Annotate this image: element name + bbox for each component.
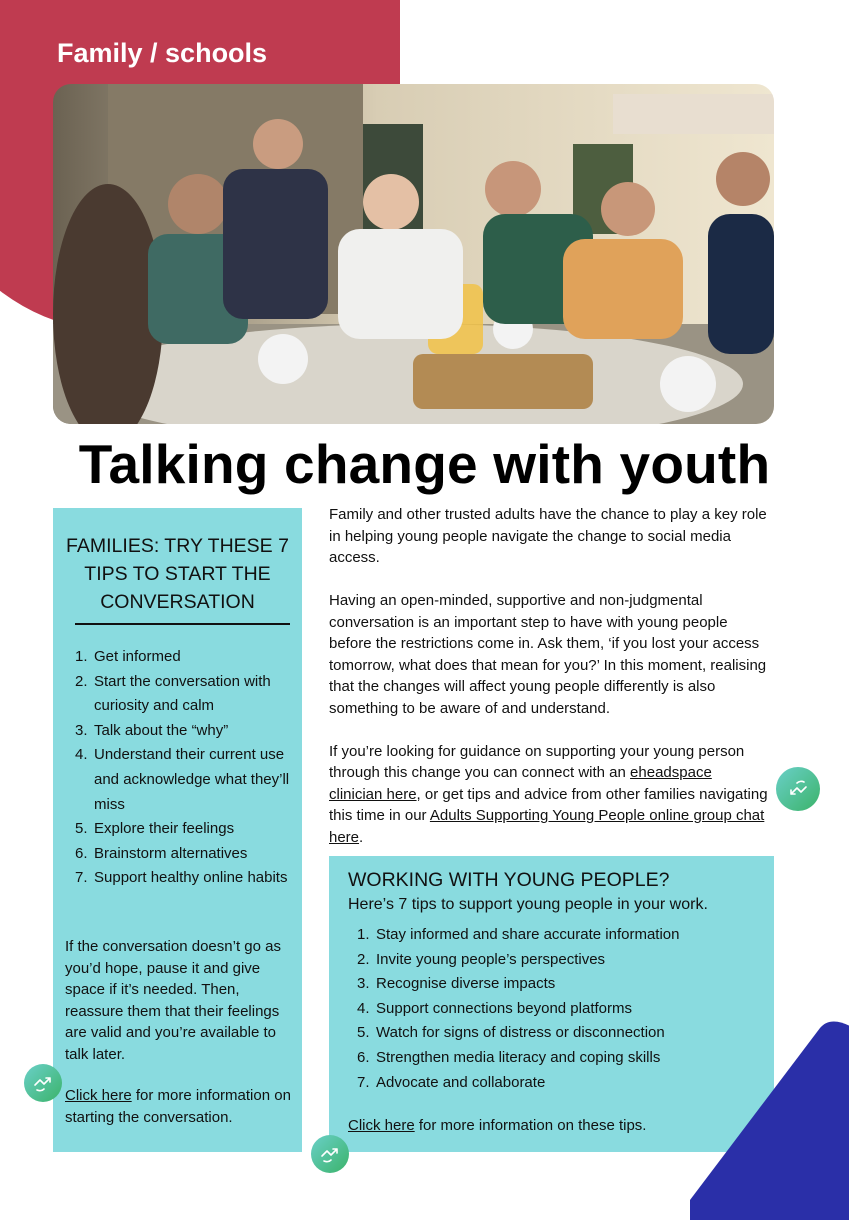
- workers-tips-heading: WORKING WITH YOUNG PEOPLE?: [348, 869, 670, 891]
- families-tips-list: [75, 645, 291, 891]
- list-item: 2. Start the conversation with curiosity and calm: [75, 672, 271, 715]
- section-title: Family / schools: [57, 38, 268, 68]
- families-tips-heading: FAMILIES: TRY THESE 7 TIPS TO START THE CONVERSATION: [66, 535, 289, 613]
- main-title: Talking change with youth: [78, 433, 771, 495]
- list-item: 6. Strengthen media literacy and coping skills: [357, 1048, 661, 1066]
- pointing-hand-icon: [24, 1064, 62, 1102]
- list-item: 1. Get informed: [75, 648, 181, 665]
- list-item: 7. Support healthy online habits: [75, 869, 288, 887]
- workers-more-info: Click here for more information on these tips.: [348, 1117, 647, 1134]
- pointing-hand-icon: [776, 767, 820, 811]
- eheadspace-link[interactable]: eheadspace clinician here: [329, 764, 712, 803]
- list-item: 5. Watch for signs of distress or disconnection: [357, 1024, 665, 1042]
- intro-paragraph-1: Family and other trusted adults have the chance to play a key role in helping young people navigate the change to social media access.: [329, 506, 767, 566]
- pointing-hand-icon: [311, 1135, 349, 1173]
- family-photo: [53, 84, 774, 424]
- workers-click-here-link[interactable]: Click here: [348, 1117, 415, 1134]
- list-item: 3. Talk about the “why”: [75, 721, 229, 739]
- intro-paragraph-2: Having an open-minded, supportive and non-judgmental conversation is an important step to have with young people before the restrictions come in. Ask them, ‘if you lost your access tomorrow, what does that mean for you?’ In this moment, realising that the changes will affect young people differently is also something to be aware of and understand.: [329, 592, 767, 717]
- families-tips-box: [53, 508, 302, 1152]
- list-item: 5. Explore their feelings: [75, 820, 235, 838]
- decorative-blue-shape: [690, 1020, 849, 1220]
- workers-tips-subheading: Here’s 7 tips to support young people in your work.: [348, 896, 708, 913]
- list-item: 4. Support connections beyond platforms: [357, 999, 632, 1017]
- list-item: 1. Stay informed and share accurate information: [357, 926, 680, 943]
- list-item: 3. Recognise diverse impacts: [357, 975, 556, 993]
- group-chat-link[interactable]: Adults Supporting Young People online group chat here: [329, 807, 765, 846]
- heading-divider: [75, 623, 290, 625]
- list-item: 4. Understand their current use and acknowledge what they’ll miss: [75, 746, 290, 813]
- families-click-here-link[interactable]: Click here: [65, 1087, 132, 1104]
- list-item: 7. Advocate and collaborate: [357, 1073, 546, 1091]
- intro-text: [329, 504, 769, 870]
- list-item: 2. Invite young people’s perspectives: [357, 950, 606, 968]
- families-followup-text: If the conversation doesn’t go as you’d hope, pause it and give space if it’s needed. Then, reassure them that their feelings are valid and you’re available to talk later.: [65, 938, 281, 1063]
- list-item: 6. Brainstorm alternatives: [75, 844, 248, 862]
- families-more-info: Click here for more information on starting the conversation.: [65, 1087, 291, 1126]
- intro-paragraph-3: If you’re looking for guidance on supporting your young person through this change you can connect with an eheadspace clinician here, or get tips and advice from other families navigating this time in our Adults Supporting Young People online group chat here.: [329, 742, 768, 846]
